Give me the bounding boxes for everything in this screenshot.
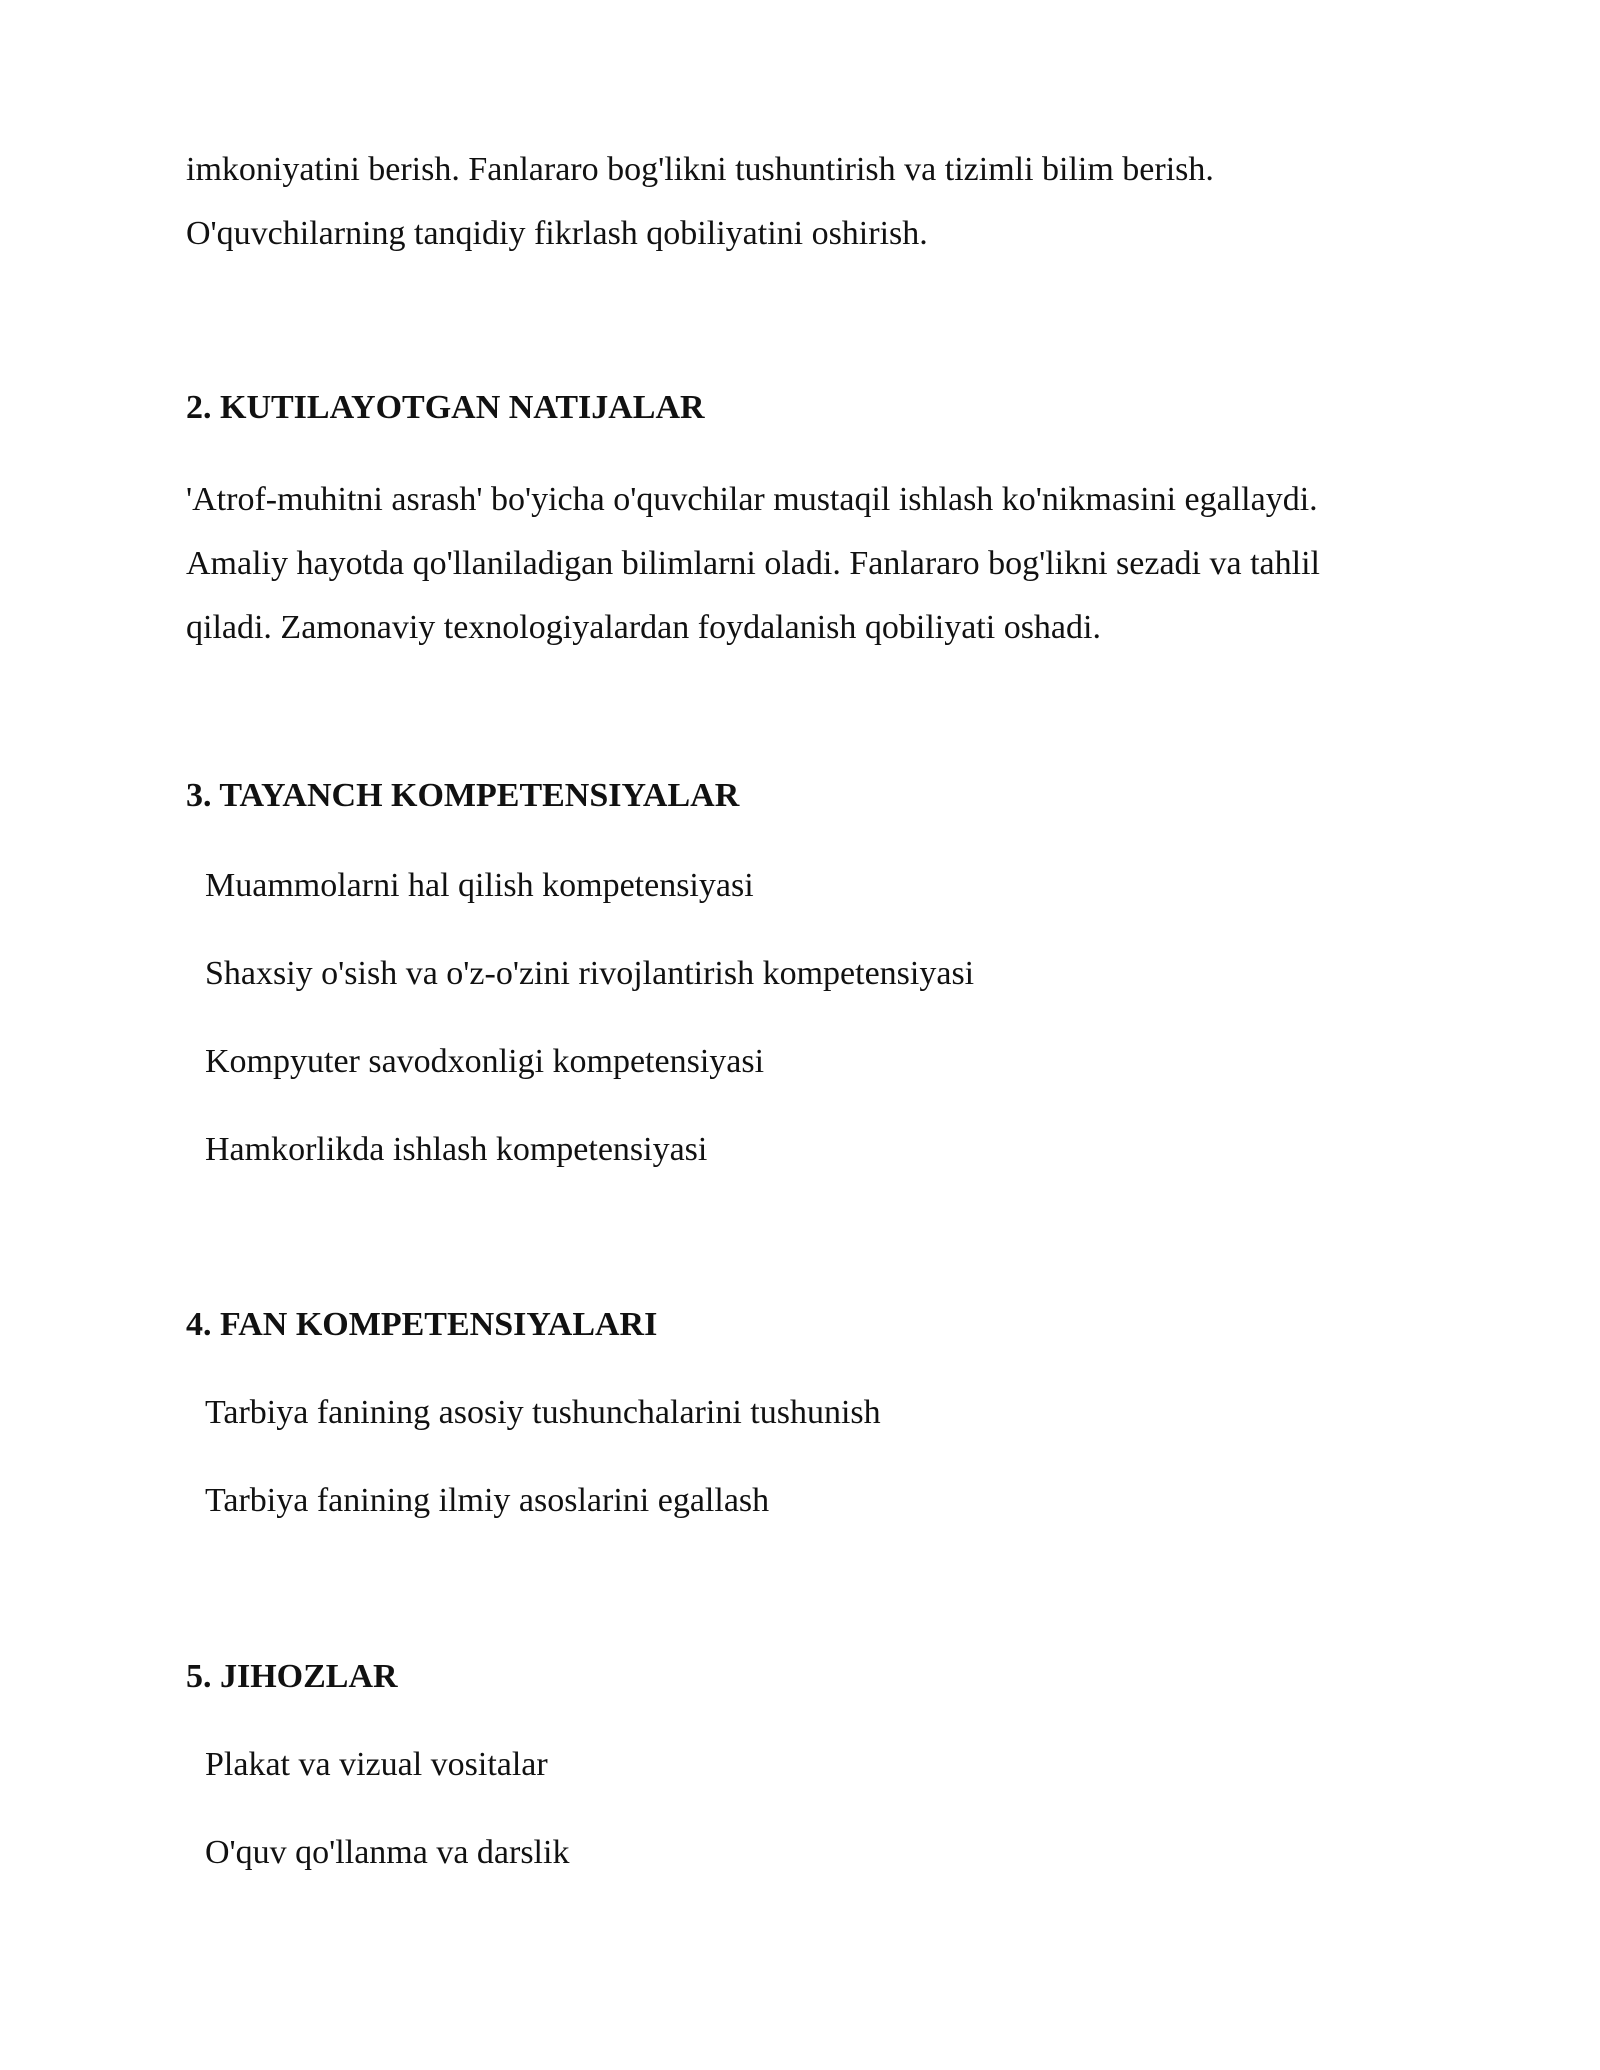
natijalar-line: qiladi. Zamonaviy texnologiyalardan foydalanish qobiliyati oshadi. — [186, 609, 1101, 646]
natijalar-line: 'Atrof-muhitni asrash' bo'yicha o'quvchilar mustaqil ishlash ko'nikmasini egallaydi. — [186, 481, 1318, 518]
intro-line: O'quvchilarning tanqidiy fikrlash qobiliyatini oshirish. — [186, 215, 928, 252]
list-item: Tarbiya fanining ilmiy asoslarini egallash — [205, 1482, 770, 1519]
list-item: Hamkorlikda ishlash kompetensiyasi — [205, 1131, 708, 1168]
section-heading-jihozlar: 5. JIHOZLAR — [186, 1658, 398, 1695]
section-heading-natijalar: 2. KUTILAYOTGAN NATIJALAR — [186, 389, 705, 426]
list-item: Kompyuter savodxonligi kompetensiyasi — [205, 1043, 765, 1080]
list-item: O'quv qo'llanma va darslik — [205, 1834, 570, 1871]
section-heading-fan-kompetensiyalari: 4. FAN KOMPETENSIYALARI — [186, 1306, 658, 1343]
list-item: Tarbiya fanining asosiy tushunchalarini tushunish — [205, 1394, 881, 1431]
intro-paragraph — [186, 138, 1446, 266]
section-heading-tayanch-kompetensiyalar: 3. TAYANCH KOMPETENSIYALAR — [186, 777, 740, 814]
natijalar-paragraph — [186, 468, 1446, 660]
natijalar-line: Amaliy hayotda qo'llaniladigan bilimlarni oladi. Fanlararo bog'likni sezadi va tahlil — [186, 545, 1320, 582]
list-item: Plakat va vizual vositalar — [205, 1746, 548, 1783]
list-item: Shaxsiy o'sish va o'z-o'zini rivojlantirish kompetensiyasi — [205, 955, 975, 992]
intro-line: imkoniyatini berish. Fanlararo bog'likni tushuntirish va tizimli bilim berish. — [186, 151, 1214, 188]
list-item: Muammolarni hal qilish kompetensiyasi — [205, 867, 754, 904]
